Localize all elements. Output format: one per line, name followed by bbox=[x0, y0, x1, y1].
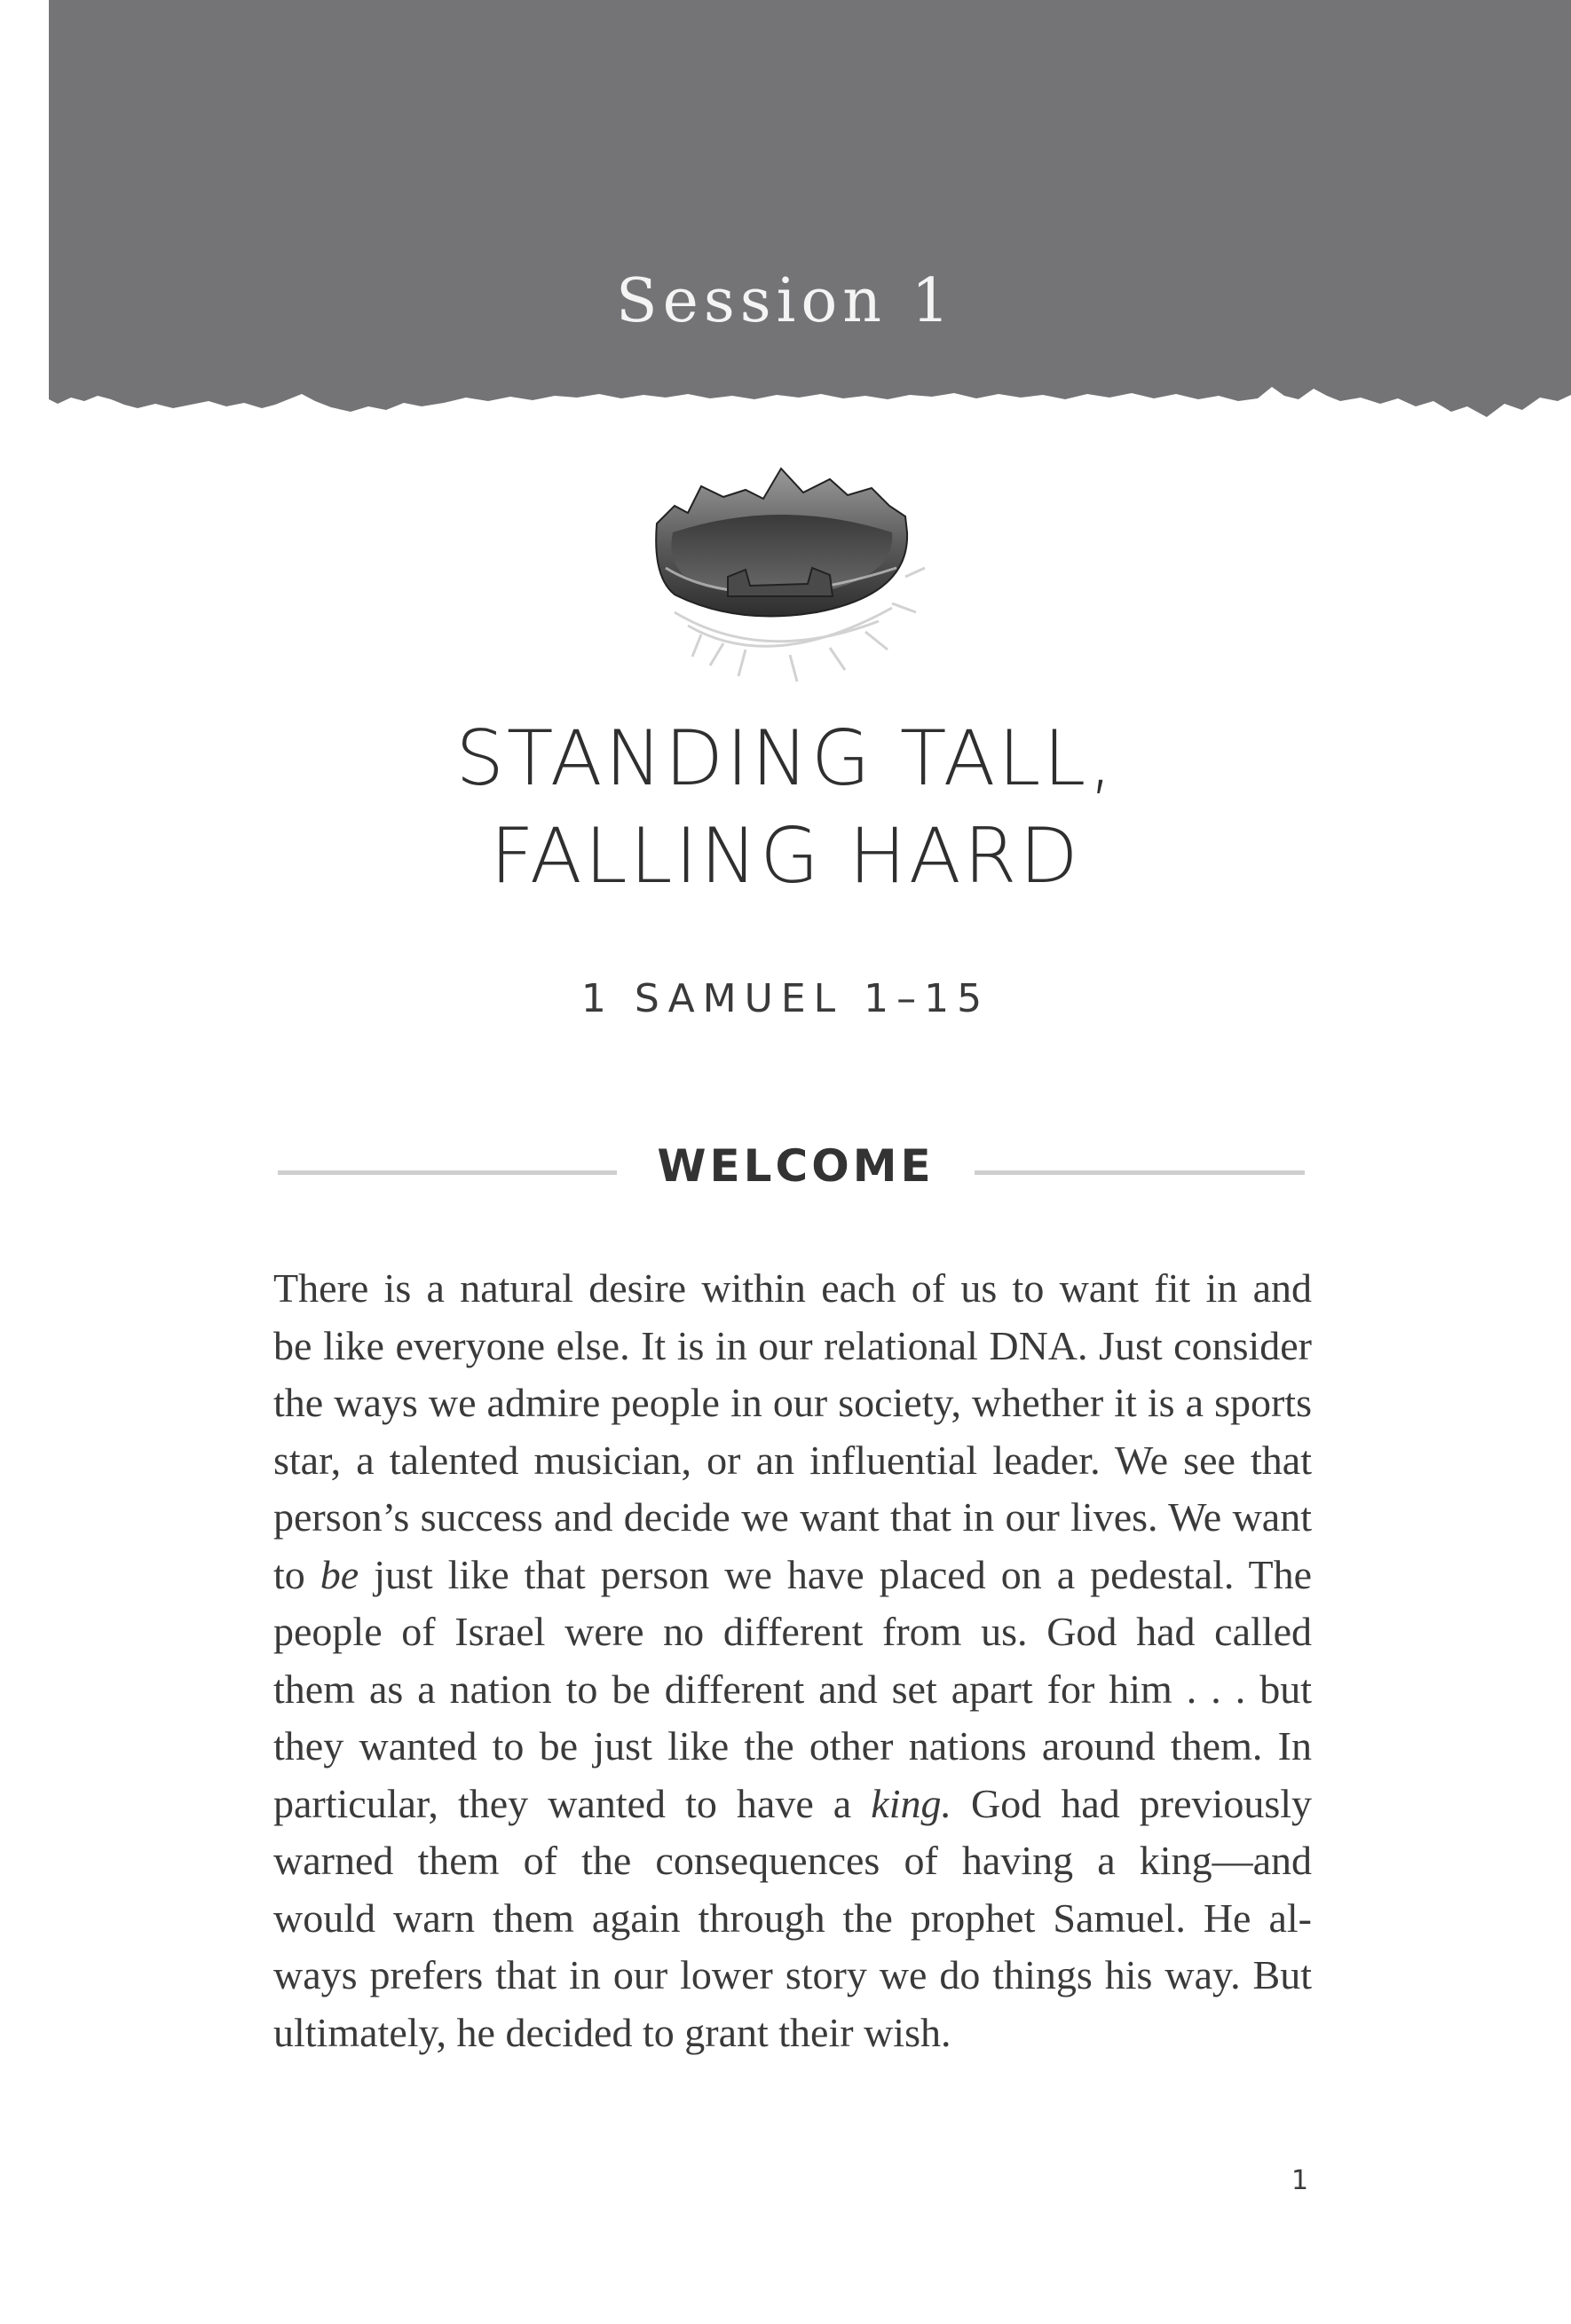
section-heading-row bbox=[278, 1140, 1305, 1202]
paragraph-line: warned them of the consequences of having a king—and bbox=[273, 1838, 1312, 1883]
header-banner bbox=[49, 0, 1571, 421]
line-text: God had previously bbox=[951, 1780, 1313, 1826]
session-label: Session 1 bbox=[616, 266, 955, 336]
paragraph-line: There is a natural desire within each of us to want fit in and bbox=[273, 1265, 1312, 1311]
chapter-title-line-1: STANDING TALL, bbox=[455, 714, 1116, 803]
chapter-title-line-2: FALLING HARD bbox=[490, 812, 1081, 901]
section-heading: WELCOME bbox=[657, 1140, 935, 1192]
heading-rule-left bbox=[278, 1170, 617, 1175]
paragraph-line: would warn them again through the prophet Samuel. He al- bbox=[273, 1895, 1312, 1941]
paragraph-line bbox=[273, 1547, 1312, 1604]
paragraph-line: star, a talented musician, or an influential leader. We see that bbox=[273, 1437, 1312, 1483]
crown-of-thorns-icon bbox=[639, 444, 932, 692]
paragraph-line: them as a nation to be different and set apart for him . . . but bbox=[273, 1666, 1312, 1712]
paragraph-line: people of Israel were no different from us. God had called bbox=[273, 1609, 1312, 1654]
page-number: 1 bbox=[1291, 2165, 1309, 2196]
body-paragraph bbox=[273, 1260, 1312, 2061]
emphasis: be bbox=[320, 1551, 359, 1597]
line-text: particular, they wanted to have a bbox=[273, 1780, 872, 1826]
paragraph-line: ultimately, he decided to grant their wish. bbox=[273, 2009, 951, 2055]
paragraph-line: person’s success and decide we want that in our lives. We want bbox=[273, 1494, 1312, 1540]
paragraph-line: ways prefers that in our lower story we do things his way. But bbox=[273, 1952, 1312, 1997]
heading-rule-right bbox=[975, 1170, 1305, 1175]
paragraph-line bbox=[273, 1776, 1312, 1833]
chapter-title bbox=[0, 710, 1571, 905]
torn-banner-shape bbox=[49, 0, 1571, 421]
emphasis: king. bbox=[871, 1780, 951, 1826]
scripture-reference: 1 SAMUEL 1–15 bbox=[580, 976, 991, 1021]
paragraph-line: they wanted to be just like the other nations around them. In bbox=[273, 1723, 1312, 1769]
paragraph-line: the ways we admire people in our society, whether it is a sports bbox=[273, 1380, 1312, 1425]
paragraph-line: be like everyone else. It is in our relational DNA. Just consider bbox=[273, 1322, 1312, 1368]
line-text: to bbox=[273, 1551, 320, 1597]
line-text: just like that person we have placed on a pedestal. The bbox=[359, 1551, 1313, 1597]
